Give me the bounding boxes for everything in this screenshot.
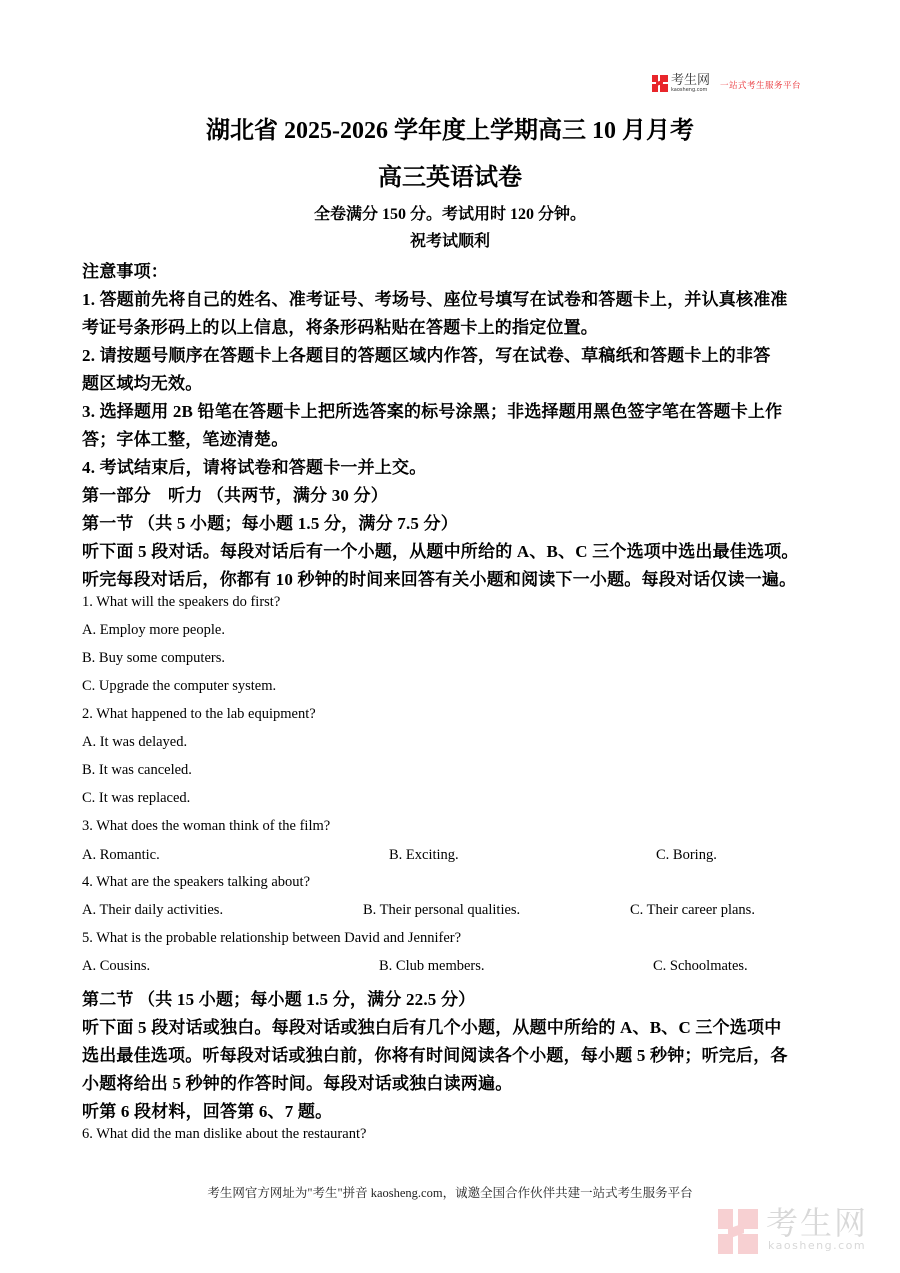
- section2-instruction: 小题将给出 5 秒钟的作答时间。每段对话或独白读两遍。: [82, 1074, 513, 1093]
- header-slogan: 一站式考生服务平台: [720, 81, 802, 91]
- notice-line: 1. 答题前先将自己的姓名、准考证号、考场号、座位号填写在试卷和答题卡上，并认真核准准: [82, 290, 788, 309]
- question-5-option-c: C. Schoolmates.: [653, 958, 748, 974]
- kaosheng-logo-icon: [652, 75, 668, 92]
- notice-line: 答；字体工整，笔迹清楚。: [82, 430, 289, 449]
- section2-instruction: 听下面 5 段对话或独白。每段对话或独白后有几个小题，从题中所给的 A、B、C 三个选项中: [82, 1018, 782, 1037]
- question-3-option-b: B. Exciting.: [389, 847, 459, 863]
- question-1-option-b: B. Buy some computers.: [82, 650, 225, 666]
- footer-text: 考生网官方网址为"考生"拼音 kaosheng.com，诚邀全国合作伙伴共建一站式考生服务平台: [207, 1186, 693, 1200]
- question-3: 3. What does the woman think of the film?: [82, 818, 331, 834]
- question-3-option-a: A. Romantic.: [82, 847, 160, 863]
- exam-score-time: 全卷满分 150 分。考试用时 120 分钟。: [313, 206, 586, 223]
- brand-logo: [652, 72, 710, 94]
- question-4-option-c: C. Their career plans.: [630, 902, 755, 918]
- notice-line: 2. 请按题号顺序在答题卡上各题目的答题区域内作答，写在试卷、草稿纸和答题卡上的非答: [82, 346, 771, 365]
- section1-instruction: 听下面 5 段对话。每段对话后有一个小题，从题中所给的 A、B、C 三个选项中选出最佳选项。: [82, 542, 799, 561]
- question-4: 4. What are the speakers talking about?: [82, 874, 311, 890]
- question-1: 1. What will the speakers do first?: [82, 594, 281, 610]
- watermark-en: kaosheng.com: [768, 1239, 867, 1252]
- section2-heading: 第二节 （共 15 小题；每小题 1.5 分，满分 22.5 分）: [82, 990, 476, 1009]
- question-6: 6. What did the man dislike about the restaurant?: [82, 1126, 367, 1142]
- question-1-option-a: A. Employ more people.: [82, 622, 225, 638]
- section1-instruction: 听完每段对话后，你都有 10 秒钟的时间来回答有关小题和阅读下一小题。每段对话仅读一遍。: [82, 570, 797, 589]
- material-6-heading: 听第 6 段材料，回答第 6、7 题。: [82, 1102, 333, 1121]
- question-4-option-b: B. Their personal qualities.: [363, 902, 521, 918]
- question-5-option-b: B. Club members.: [379, 958, 485, 974]
- exam-subject: 高三英语试卷: [378, 165, 522, 191]
- section1-heading: 第一节 （共 5 小题；每小题 1.5 分，满分 7.5 分）: [82, 514, 458, 533]
- question-5: 5. What is the probable relationship between David and Jennifer?: [82, 930, 462, 946]
- exam-title: 湖北省 2025-2026 学年度上学期高三 10 月月考: [206, 118, 694, 144]
- watermark: [716, 1206, 886, 1256]
- notice-line: 题区域均无效。: [82, 374, 203, 393]
- notice-line: 3. 选择题用 2B 铅笔在答题卡上把所选答案的标号涂黑；非选择题用黑色签字笔在答题卡上作: [82, 402, 783, 421]
- watermark-cn: 考生网: [766, 1204, 869, 1242]
- question-5-option-a: A. Cousins.: [82, 958, 151, 974]
- notice-line: 4. 考试结束后，请将试卷和答题卡一并上交。: [82, 458, 427, 477]
- section2-instruction: 选出最佳选项。听每段对话或独白前，你将有时间阅读各个小题，每小题 5 秒钟；听完后，各: [82, 1046, 788, 1065]
- question-2-option-a: A. It was delayed.: [82, 734, 188, 750]
- question-4-option-a: A. Their daily activities.: [82, 902, 224, 918]
- part1-heading: 第一部分 听力 （共两节，满分 30 分）: [82, 486, 388, 505]
- question-1-option-c: C. Upgrade the computer system.: [82, 678, 277, 694]
- question-2: 2. What happened to the lab equipment?: [82, 706, 316, 722]
- notice-line: 考证号条形码上的以上信息，将条形码粘贴在答题卡上的指定位置。: [82, 318, 598, 337]
- question-2-option-b: B. It was canceled.: [82, 762, 192, 778]
- question-2-option-c: C. It was replaced.: [82, 790, 191, 806]
- exam-blessing: 祝考试顺利: [409, 233, 490, 250]
- kaosheng-watermark-icon: [718, 1209, 758, 1254]
- logo-en-text: kaosheng.com: [671, 86, 708, 93]
- notice-heading: 注意事项：: [82, 262, 168, 281]
- logo-cn-text: 考生网: [671, 72, 711, 88]
- question-3-option-c: C. Boring.: [656, 847, 717, 863]
